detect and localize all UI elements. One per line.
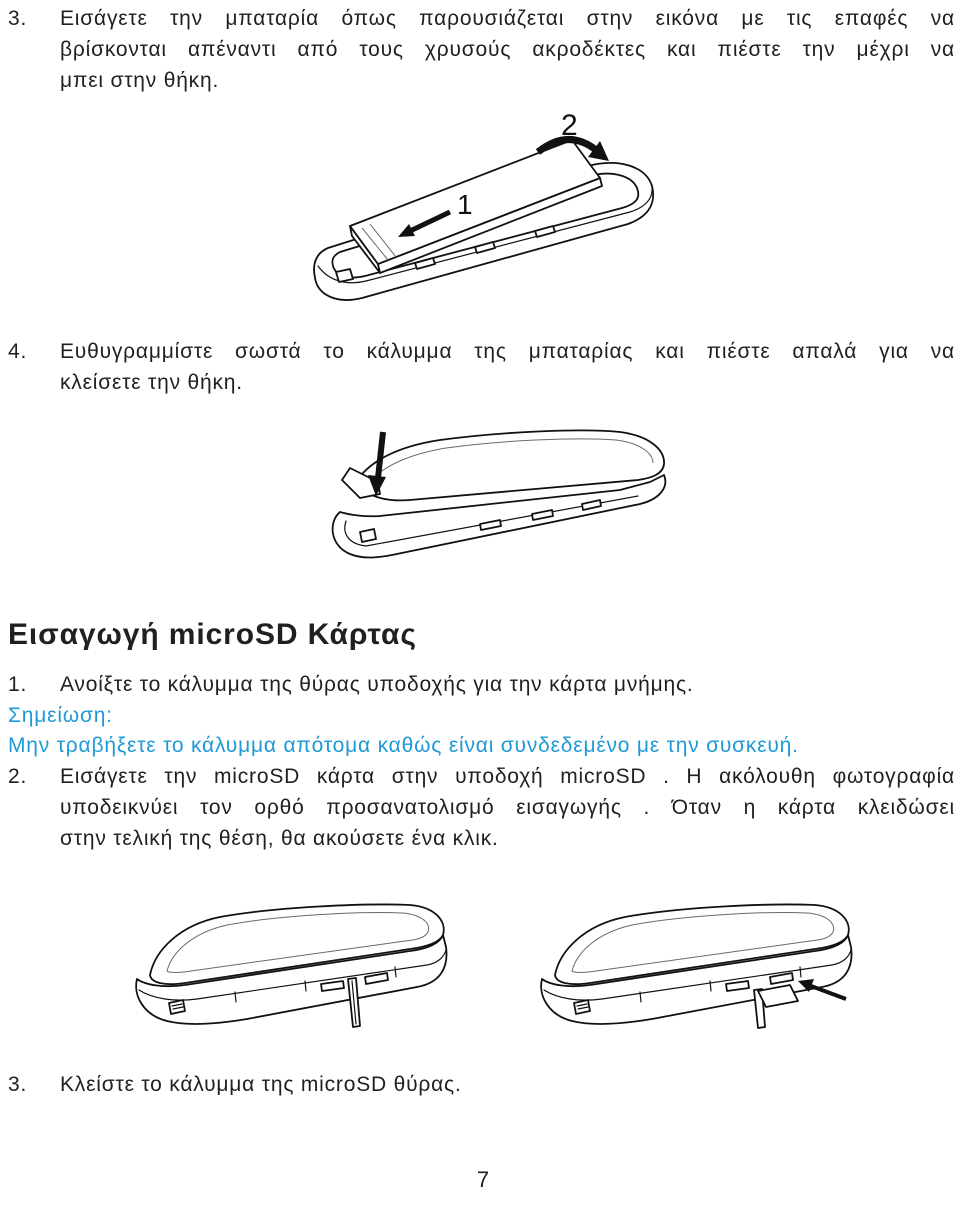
- step-number: 3.: [8, 7, 28, 30]
- usb-port: [360, 529, 376, 542]
- text-line: κλείσετε την θήκη.: [60, 371, 243, 394]
- section-title: Εισαγωγή microSD Κάρτας: [8, 618, 417, 651]
- step-number: 1.: [8, 673, 28, 696]
- arrow-1-label: 1: [457, 189, 473, 220]
- microsd-card-insert-illustration: [530, 895, 860, 1040]
- step-number: 2.: [8, 765, 28, 788]
- microsd-flap-open-illustration: [125, 895, 455, 1040]
- arrow-2-label: 2: [561, 109, 578, 142]
- text-line: στην τελική της θέση, θα ακούσετε ένα κλικ.: [60, 827, 499, 850]
- battery-cover-illustration: [320, 420, 670, 575]
- text-line: μπει στην θήκη.: [60, 69, 220, 92]
- step-text: [60, 336, 955, 398]
- device-body: [136, 905, 446, 1024]
- battery-insert-illustration: [300, 100, 670, 305]
- step-text: [60, 669, 955, 700]
- step-text: [60, 3, 955, 96]
- step-text: [60, 761, 955, 854]
- page-number: 7: [476, 1167, 490, 1192]
- text-line: Εισάγετε την μπαταρία όπως παρουσιάζεται στην εικόνα με τις επαφές να: [60, 7, 955, 30]
- usb-port: [336, 269, 353, 282]
- text-line: Εισάγετε την microSD κάρτα στην υποδοχή microSD . Η ακόλουθη φωτογραφία: [60, 765, 955, 788]
- step-number: 4.: [8, 340, 28, 363]
- text-line: Κλείστε το κάλυμμα της microSD θύρας.: [60, 1073, 462, 1096]
- note-label: Σημείωση:: [8, 704, 113, 727]
- step-text: [60, 1069, 955, 1100]
- text-line: Ευθυγραμμίστε σωστά το κάλυμμα της μπαταρίας και πιέστε απαλά για να: [60, 340, 955, 363]
- text-line: υποδεικνύει τον ορθό προσανατολισμό εισαγωγής . Όταν η κάρτα κλειδώσει: [60, 796, 955, 819]
- note-text: Μην τραβήξετε το κάλυμμα απότομα καθώς είναι συνδεδεμένο με την συσκευή.: [8, 734, 799, 757]
- device-body: [541, 905, 851, 1024]
- step-number: 3.: [8, 1073, 28, 1096]
- text-line: βρίσκονται απέναντι από τους χρυσούς ακροδέκτες και πιέστε την μέχρι να: [60, 38, 955, 61]
- insert-arrow-shaft: [811, 986, 846, 999]
- text-line: Ανοίξτε το κάλυμμα της θύρας υποδοχής για την κάρτα μνήμης.: [60, 673, 694, 696]
